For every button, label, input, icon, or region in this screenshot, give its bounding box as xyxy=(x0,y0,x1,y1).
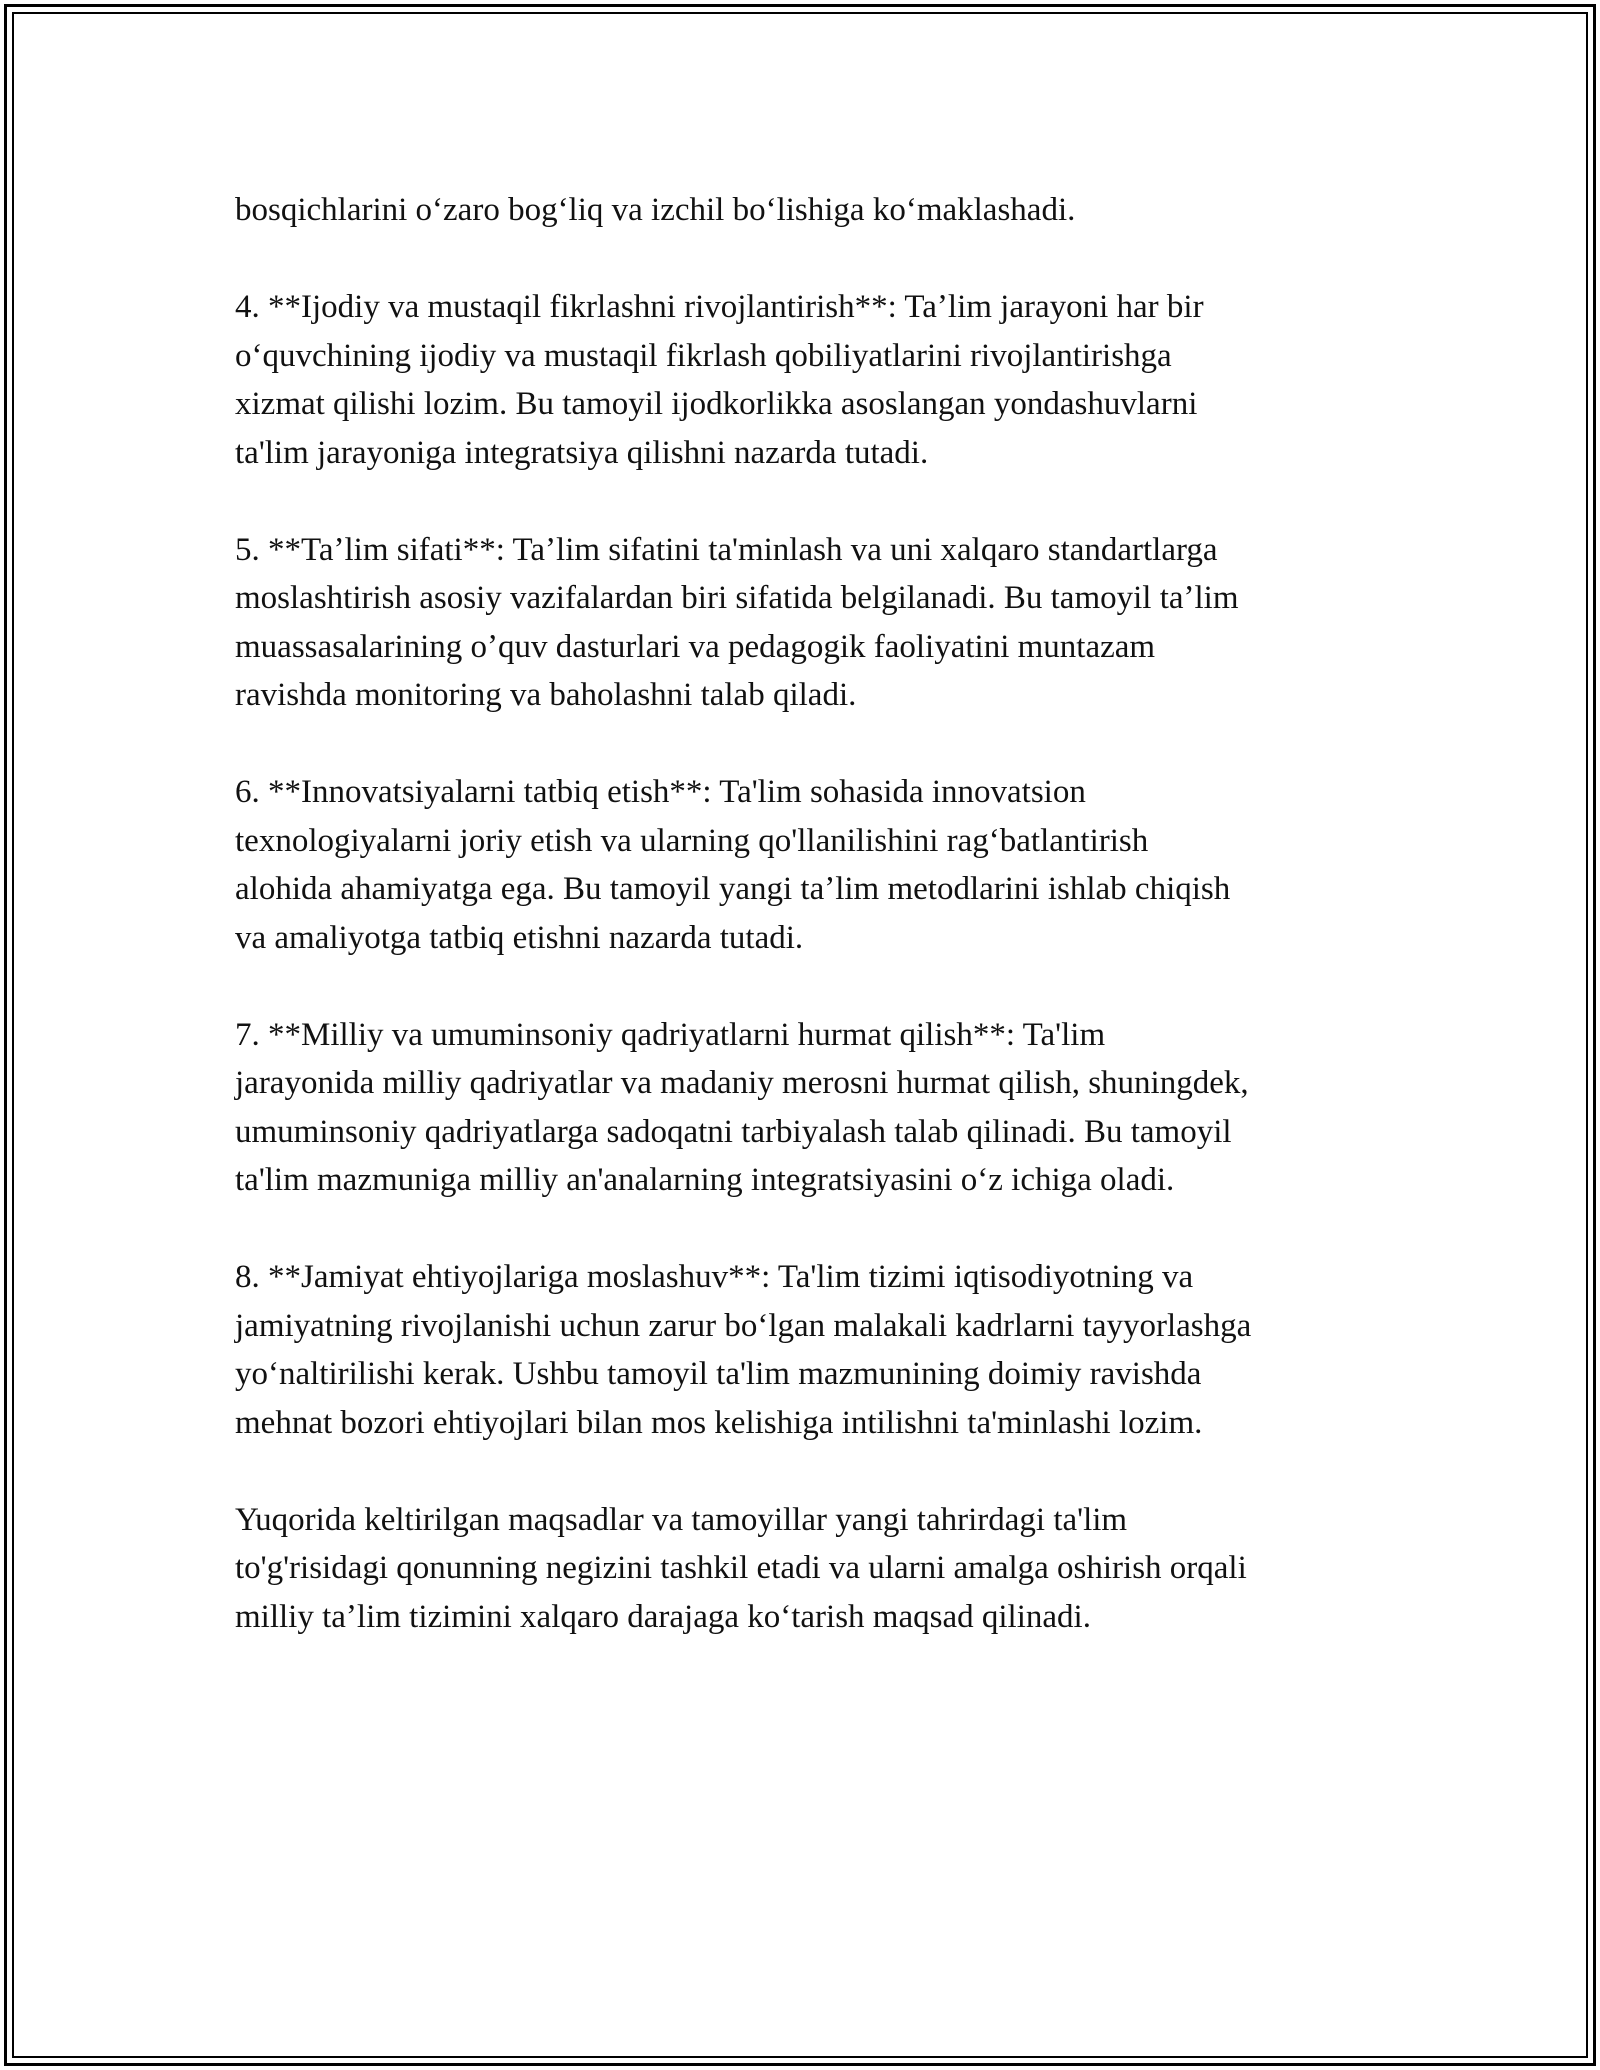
document-body xyxy=(235,186,1385,1690)
text-line: va amaliyotga tatbiq etishni nazarda tutadi. xyxy=(235,919,804,956)
text-line: ta'lim jarayoniga integratsiya qilishni nazarda tutadi. xyxy=(235,434,929,471)
text-line: 7. **Milliy va umuminsoniy qadriyatlarni hurmat qilish**: Ta'lim xyxy=(235,1016,1106,1053)
paragraph-conclusion xyxy=(235,1496,1385,1642)
text-line: jarayonida milliy qadriyatlar va madaniy merosni hurmat qilish, shuningdek, xyxy=(235,1065,1249,1101)
text-line: mehnat bozori ehtiyojlari bilan mos kelishiga intilishni ta'minlashi lozim. xyxy=(235,1404,1203,1441)
text-line: alohida ahamiyatga ega. Bu tamoyil yangi taʼlim metodlarini ishlab chiqish xyxy=(235,871,1231,907)
text-line: Yuqorida keltirilgan maqsadlar va tamoyillar yangi tahrirdagi ta'lim xyxy=(235,1501,1128,1538)
text-line: ta'lim mazmuniga milliy an'analarning integratsiyasini oʻz ichiga oladi. xyxy=(235,1162,1175,1198)
text-line: texnologiyalarni joriy etish va ularning qo'llanilishini ragʻbatlantirish xyxy=(235,822,1149,859)
paragraph-principle-5 xyxy=(235,526,1385,720)
text-line: moslashtirish asosiy vazifalardan biri sifatida belgilanadi. Bu tamoyil taʼlim xyxy=(235,580,1239,616)
text-line: 8. **Jamiyat ehtiyojlariga moslashuv**: Ta'lim tizimi iqtisodiyotning va xyxy=(235,1259,1194,1295)
text-line: milliy taʼlim tizimini xalqaro darajaga koʻtarish maqsad qilinadi. xyxy=(235,1598,1091,1635)
text-line: umuminsoniy qadriyatlarga sadoqatni tarbiyalash talab qilinadi. Bu tamoyil xyxy=(235,1113,1232,1150)
text-line: 4. **Ijodiy va mustaqil fikrlashni rivojlantirish**: Taʼlim jarayoni har bir xyxy=(235,289,1204,325)
paragraph-principle-6 xyxy=(235,768,1385,962)
text-line: ravishda monitoring va baholashni talab qiladi. xyxy=(235,677,857,713)
paragraph-principle-7 xyxy=(235,1011,1385,1205)
text-line: 5. **Taʼlim sifati**: Taʼlim sifatini ta'minlash va uni xalqaro standartlarga xyxy=(235,531,1218,568)
text-line: muassasalarining oʼquv dasturlari va pedagogik faoliyatini muntazam xyxy=(235,628,1156,665)
text-line: bosqichlarini oʻzaro bogʻliq va izchil boʻlishiga koʻmaklashadi. xyxy=(235,192,1076,228)
text-line: jamiyatning rivojlanishi uchun zarur boʻlgan malakali kadrlarni tayyorlashga xyxy=(235,1307,1252,1344)
text-line: oʻquvchining ijodiy va mustaqil fikrlash qobiliyatlarini rivojlantirishga xyxy=(235,337,1172,374)
text-line: xizmat qilishi lozim. Bu tamoyil ijodkorlikka asoslangan yondashuvlarni xyxy=(235,386,1198,422)
text-line: 6. **Innovatsiyalarni tatbiq etish**: Ta'lim sohasida innovatsion xyxy=(235,774,1086,810)
paragraph-continuation xyxy=(235,186,1385,235)
text-line: yoʻnaltirilishi kerak. Ushbu tamoyil ta'lim mazmunining doimiy ravishda xyxy=(235,1356,1202,1392)
paragraph-principle-8 xyxy=(235,1253,1385,1447)
paragraph-principle-4 xyxy=(235,283,1385,477)
text-line: to'g'risidagi qonunning negizini tashkil etadi va ularni amalga oshirish orqali xyxy=(235,1550,1247,1586)
